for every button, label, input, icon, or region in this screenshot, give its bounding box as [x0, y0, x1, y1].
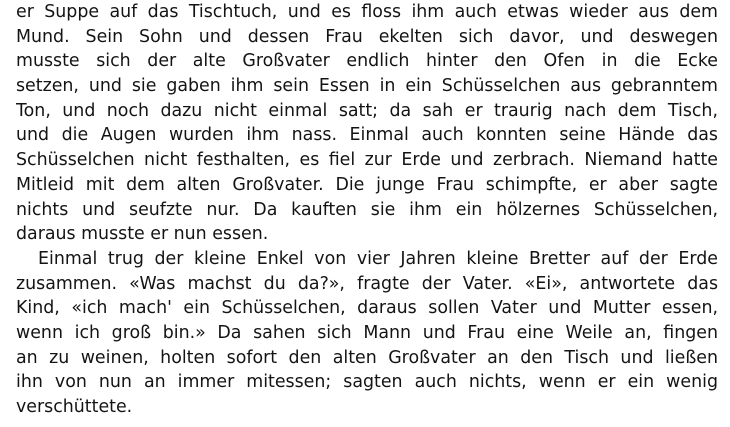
text-line: Ton, und noch dazu nicht einmal satt; da sah er traurig nach dem Tisch,: [16, 100, 718, 121]
text-line: zusammen. «Was machst du da?», fragte der Vater. «Ei», antwortete das: [16, 273, 718, 294]
text-line: Mund. Sein Sohn und dessen Frau ekelten sich davor, und deswegen: [16, 26, 718, 47]
text-line: Mitleid mit dem alten Großvater. Die junge Frau schimpfte, er aber sagte: [16, 174, 718, 195]
text-line: musste sich der alte Großvater endlich hinter den Ofen in die Ecke: [16, 51, 718, 72]
text-line: er Suppe auf das Tischtuch, und es floss ihm auch etwas wieder aus dem: [16, 2, 718, 22]
text-line: verschüttete.: [16, 397, 133, 417]
paragraph-2: [16, 247, 718, 420]
text-line: nichts und seufzte nur. Da kauften sie ihm ein hölzernes Schüsselchen,: [16, 199, 718, 220]
story-text: [16, 0, 718, 420]
text-line: setzen, und sie gaben ihm sein Essen in ein Schüsselchen aus gebranntem: [16, 76, 718, 97]
text-line: wenn ich groß bin.» Da sahen sich Mann und Frau eine Weile an, fingen: [16, 322, 718, 343]
text-line: Einmal trug der kleine Enkel von vier Jahren kleine Bretter auf der Erde: [38, 248, 718, 269]
text-line: Kind, «ich mach' ein Schüsselchen, daraus sollen Vater und Mutter essen,: [16, 298, 718, 319]
text-line: Schüsselchen nicht festhalten, es fiel zur Erde und zerbrach. Niemand hatte: [16, 150, 718, 171]
paragraph-1: [16, 0, 718, 247]
text-line: an zu weinen, holten sofort den alten Großvater an den Tisch und ließen: [16, 347, 718, 368]
text-line: ihn von nun an immer mitessen; sagten auch nichts, wenn er ein wenig: [16, 372, 718, 393]
text-line: daraus musste er nun essen.: [16, 224, 269, 245]
text-line: und die Augen wurden ihm nass. Einmal auch konnten seine Hände das: [16, 125, 718, 146]
